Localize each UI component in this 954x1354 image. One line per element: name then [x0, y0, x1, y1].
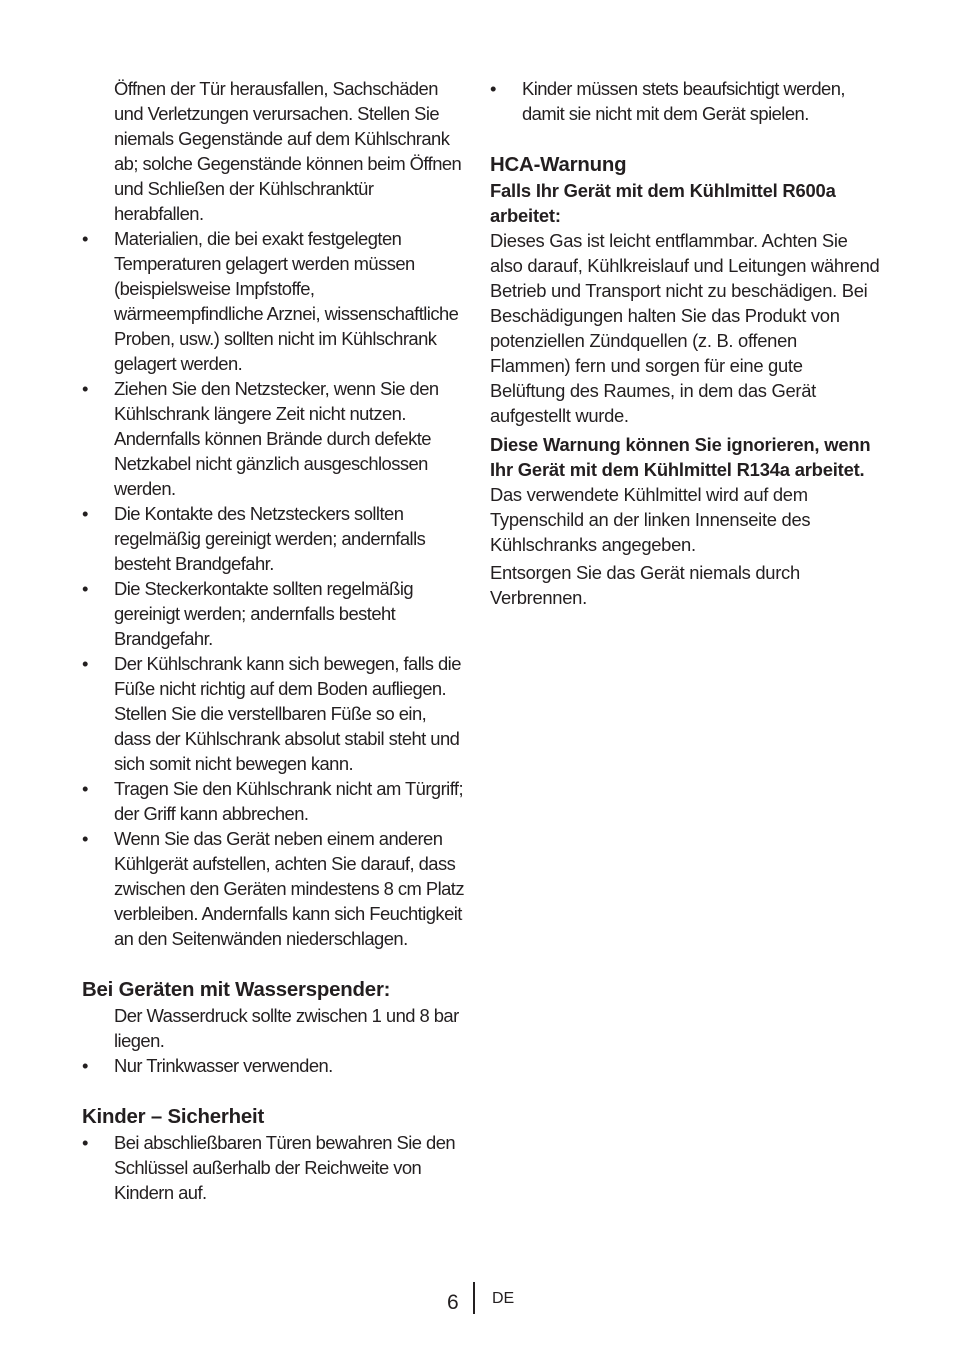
list-item: [82, 651, 466, 776]
water-dispenser-heading: Bei Geräten mit Wasserspender:: [82, 979, 391, 1001]
list-item: [82, 501, 466, 576]
bullet-icon: •: [82, 778, 88, 799]
bullet-icon: •: [82, 1132, 88, 1153]
list-item: [82, 776, 466, 826]
list-item: [82, 1053, 466, 1078]
list-item: [82, 576, 466, 651]
page-number: 6: [447, 1291, 459, 1314]
r134a-subheading: Diese Warnung können Sie ignorieren, wenn Ihr Gerät mit dem Kühlmittel R134a arbeitet.: [490, 434, 871, 480]
bullet-icon: •: [82, 578, 88, 599]
list-item-text: Kinder müssen stets beaufsichtigt werden, damit sie nicht mit dem Gerät spielen.: [522, 78, 845, 124]
list-item: [82, 376, 466, 501]
water-pressure-text: Der Wasserdruck sollte zwischen 1 und 8 bar liegen.: [114, 1005, 459, 1051]
list-item-text: Wenn Sie das Gerät neben einem anderen Kühlgerät aufstellen, achten Sie darauf, dass zwischen den Geräten mindestens 8 cm Platz verbleiben. Andernfalls kann sich Feuchtigkeit an den Seitenwänden niederschlagen.: [114, 828, 465, 949]
list-item-text: Der Kühlschrank kann sich bewegen, falls die Füße nicht richtig auf dem Boden aufliegen. Stellen Sie die verstellbaren Füße so ein, dass der Kühlschrank absolut stabil steht und sich somit nicht bewegen kann.: [114, 653, 461, 774]
list-item-text: Die Steckerkontakte sollten regelmäßig gereinigt werden; andernfalls besteht Brandgefahr.: [114, 578, 414, 649]
bullet-icon: •: [82, 228, 88, 249]
list-item-text: Tragen Sie den Kühlschrank nicht am Türgriff; der Griff kann abbrechen.: [114, 778, 464, 824]
footer-divider: [473, 1282, 475, 1314]
hca-warning-heading: HCA-Warnung: [490, 154, 627, 176]
language-code: DE: [492, 1290, 515, 1307]
refrigerant-label-paragraph: Das verwendete Kühlmittel wird auf dem Typenschild an der linken Innenseite des Kühlschranks angegeben.: [490, 484, 811, 555]
bullet-icon: •: [82, 503, 88, 524]
disposal-paragraph: Entsorgen Sie das Gerät niemals durch Verbrennen.: [490, 562, 800, 608]
list-item-text: Nur Trinkwasser verwenden.: [114, 1055, 333, 1076]
bullet-icon: •: [82, 653, 88, 674]
r600a-subheading: Falls Ihr Gerät mit dem Kühlmittel R600a arbeitet:: [490, 180, 836, 226]
list-item: [82, 1130, 466, 1205]
left-column: [82, 76, 466, 1205]
list-item-text: Materialien, die bei exakt festgelegten Temperaturen gelagert werden müssen (beispielsweise Impfstoffe, wärmeempfindliche Arznei, wissenschaftliche Proben, usw.) sollten nicht im Kühlschrank gelagert werden.: [114, 228, 459, 374]
bullet-icon: •: [82, 378, 88, 399]
list-item: [490, 76, 882, 126]
list-item: [82, 226, 466, 376]
list-item-text: Ziehen Sie den Netzstecker, wenn Sie den Kühlschrank längere Zeit nicht nutzen. Andernfalls können Brände durch defekte Netzkabel nicht gänzlich ausgeschlossen werden.: [114, 378, 439, 499]
bullet-icon: •: [82, 1055, 88, 1076]
r600a-paragraph: Dieses Gas ist leicht entflammbar. Achten Sie also darauf, Kühlkreislauf und Leitungen während Betrieb und Transport nicht zu beschädigen. Bei Beschädigungen halten Sie das Produkt von potenziellen Zündquellen (z. B. offenen Flammen) fern und sorgen für eine gute Belüftung des Raumes, in dem das Gerät aufgestellt wurde.: [490, 230, 880, 426]
bullet-icon: •: [490, 78, 496, 99]
list-item-text: Bei abschließbaren Türen bewahren Sie den Schlüssel außerhalb der Reichweite von Kindern auf.: [114, 1132, 456, 1203]
continuation-text: Öffnen der Tür herausfallen, Sachschäden und Verletzungen verursachen. Stellen Sie niemals Gegenstände auf dem Kühlschrank ab; solche Gegenstände können beim Öffnen und Schließen der Kühlschranktür herabfallen.: [114, 78, 462, 224]
child-safety-heading: Kinder – Sicherheit: [82, 1106, 265, 1128]
right-column: [490, 76, 882, 610]
list-item: [82, 826, 466, 951]
bullet-icon: •: [82, 828, 88, 849]
list-item-text: Die Kontakte des Netzsteckers sollten regelmäßig gereinigt werden; andernfalls besteht Brandgefahr.: [114, 503, 426, 574]
